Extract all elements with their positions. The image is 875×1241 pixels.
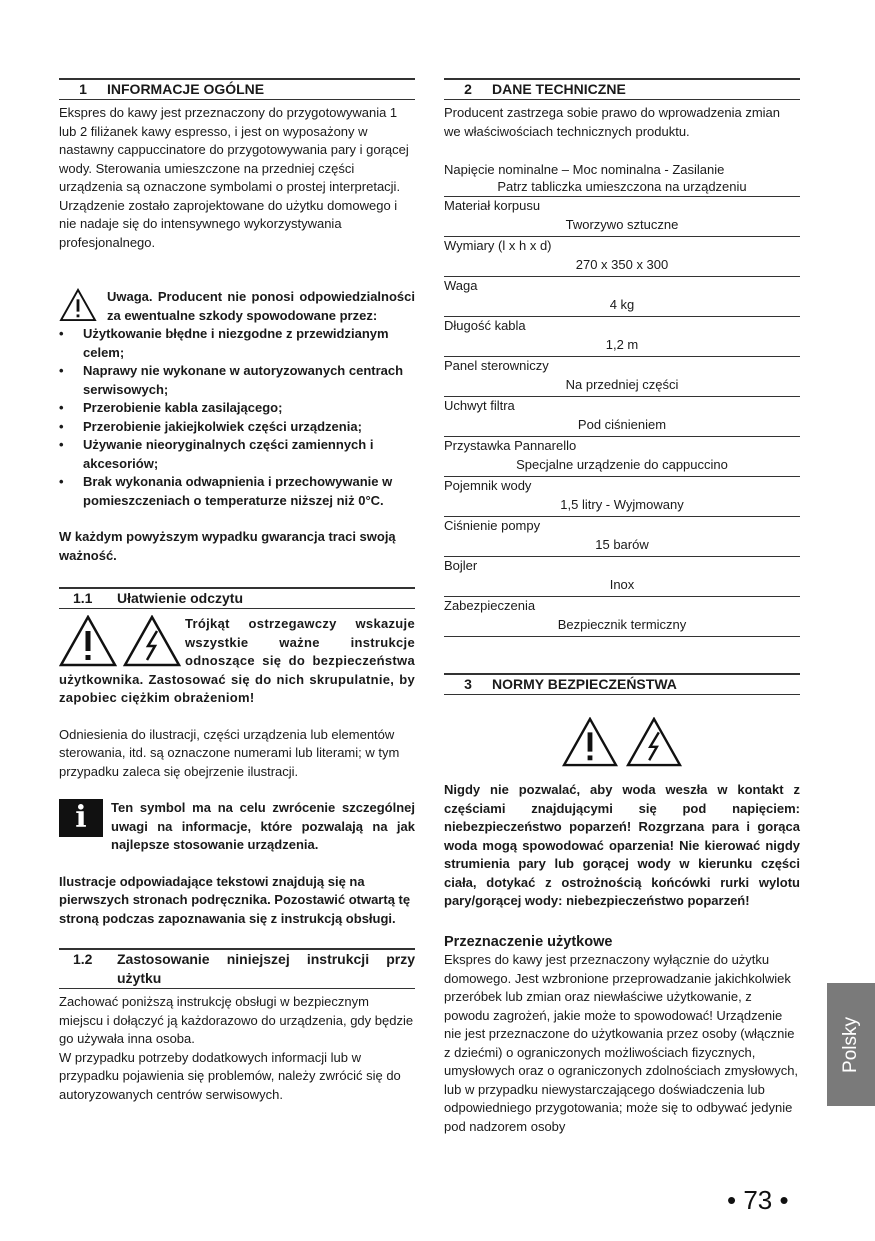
section-number: 1 [79,81,87,97]
info-icon: i [59,799,103,837]
language-tab [827,983,875,1106]
spec-row [444,277,800,317]
safety-icons [444,717,800,767]
spec-value: 4 kg [609,297,635,312]
spec-value: Pod ciśnieniem [577,417,667,432]
spec-value: 1,2 m [605,337,639,352]
guarantee-note: W każdym powyższym wypadku gwarancja traci swoją ważność. [59,529,396,563]
spec-label: Bojler [444,558,478,573]
spec-label: Ciśnienie pompy [444,518,541,533]
list-item: • Przerobienie jakiejkolwiek części urządzenia; [59,418,415,437]
spec-value: Specjalne urządzenie do cappuccino [516,457,728,472]
spec-row [444,357,800,397]
list-item: • Używanie nieoryginalnych części zamiennych i akcesoriów; [59,436,415,473]
section-title: NORMY BEZPIECZEŃSTWA [492,676,677,692]
section-2-heading [444,78,800,100]
left-column [59,78,415,1104]
section-title: Zastosowanie niniejszej instrukcji przy użytku [117,951,415,986]
warning-list [59,325,415,510]
spec-table [444,161,800,637]
triangle-block [59,615,415,708]
section-1-2-heading [59,948,415,989]
spec-label: Wymiary (l x h x d) [444,238,552,253]
spec-label: Przystawka Pannarello [444,438,577,453]
list-item: • Naprawy nie wykonane w autoryzowanych centrach serwisowych; [59,362,415,399]
spec-label: Napięcie nominalne – Moc nominalna - Zasilanie [444,162,725,177]
page-number: • 73 • [727,1185,789,1215]
spec-label: Pojemnik wody [444,478,532,493]
spec-value: 1,5 litry - Wyjmowany [560,497,684,512]
spec-label: Zabezpieczenia [444,598,536,613]
paragraph: Urządzenie zostało zaprojektowane do użytku domowego i nie nadaje się do intensywnego wykorzystywania profesjonalnego. [59,197,398,250]
paragraph: Zachować poniższą instrukcję obsługi w bezpiecznym miejscu i dołączyć ją każdorazowo do urządzenia, gdy będzie go używała inna osoba. [59,994,414,1046]
list-item: • Przerobienie kabla zasilającego; [59,399,415,418]
spec-value: Tworzywo sztuczne [565,217,679,232]
illustration-note: Ilustracje odpowiadające tekstowi znajdują się na pierwszych stronach podręcznika. Pozostawić otwartą tę stroną podczas zapoznawania się z instrukcją obsługi. [59,873,411,926]
list-item: • Brak wykonania odwapnienia i przechowywanie w pomieszczeniach o temperaturze niższej niż 0°C. [59,473,415,510]
spec-row [444,317,800,357]
section-number: 2 [464,81,472,97]
electric-hazard-icon [625,717,683,767]
spec-label: Materiał korpusu [444,198,541,213]
warning-triangle-icon [59,615,117,667]
spec-row [444,557,800,597]
spec-row [444,477,800,517]
electric-hazard-icon [123,615,181,667]
spec-value: 270 x 350 x 300 [575,257,669,272]
section-title: Ułatwienie odczytu [117,590,244,606]
spec-row [444,597,800,637]
section-1-1-heading [59,587,415,609]
spec-label: Uchwyt filtra [444,398,515,413]
section-title: INFORMACJE OGÓLNE [107,81,265,97]
spec-row [444,161,800,197]
spec-row [444,197,800,237]
paragraph: W przypadku potrzeby dodatkowych informacji lub w przypadku pojawienia się problemów, należy zwrócić się do autoryzowanych centrów serwisowych. [59,1049,401,1102]
spec-row [444,437,800,477]
spec-label: Waga [444,278,478,293]
section-number: 1.1 [73,590,93,606]
spec-value: Na przedniej części [565,377,679,392]
paragraph: Ekspres do kawy jest przeznaczony do przygotowywania 1 lub 2 filiżanek kawy espresso, i jest on wyposażony w nastawny cappuccinatore do przygotowywania pary i gorącej wody. Sterowania umieszczone na przedniej części urządzenia są oznaczone symbolami o prostej interpretacji. [59,105,409,194]
warning-icons [59,615,181,667]
section-3-heading [444,673,800,695]
language-label: Polsky [840,1016,861,1073]
usage-text: Ekspres do kawy jest przeznaczony wyłącznie do użytku domowego. Jest wzbronione przeprowadzanie jakichkolwiek przeróbek lub zmian oraz niewłaściwe użytkowanie, z powodu zagrożeń, jakie może to spowodować! Urządzenie nie jest przeznaczone do użytkowania przez osoby (włącznie z dziećmi) o ograniczonych możliwościach fizycznych, umysłowych oraz o ograniczonych zdolnościach zmysłowych, lub w przypadku niewystarczającego doświadczenia lub odpowiedniego przygotowania; może się to odbywać jedynie pod nadzorem osoby [444,952,799,1134]
spec-label: Długość kabla [444,318,526,333]
right-column [444,78,800,1136]
spec-row [444,517,800,557]
warning-title: Uwaga. Producent nie ponosi odpowiedzialności za ewentualne szkody spowodowane przez: [107,289,415,323]
section-number: 1.2 [73,951,93,967]
warning-block [59,288,415,325]
section-number: 3 [464,676,472,692]
usage-title: Przeznaczenie użytkowe [444,933,613,950]
section-title: DANE TECHNICZNE [492,81,626,97]
list-item: • Użytkowanie błędne i niezgodne z przewidzianym celem; [59,325,415,362]
reference-text: Odniesienia do ilustracji, części urządzenia lub elementów sterowania, itd. są oznaczone numerami lub literami; w tym przypadku zaleca się obejrzenie ilustracji. [59,726,400,779]
safety-warning: Nigdy nie pozwalać, aby woda weszła w kontakt z częściami znajdującymi się pod napięciem: niebezpieczeństwo poparzeń! Rozgrzana para i gorąca woda mogą spowodować oparzenia! Nie kierować nigdy strumienia pary lub gorącej wody w kierunku części ciała, dotykać z ostrożnością końcówki rurki wylotu pary/gorącej wody: niebezpieczeństwo poparzeń! [444,782,800,908]
tech-intro: Producent zastrzega sobie prawo do wprowadzenia zmian we właściwościach technicznych produktu. [444,105,781,139]
warning-triangle-icon [59,288,97,322]
triangle-text: Trójkąt ostrzegawczy wskazuje wszystkie ważne instrukcje odnoszące się do bezpieczeństwa użytkownika. Zastosować się do nich skrupulatnie, by zapobiec ciężkim obrażeniom! [59,616,415,705]
spec-row [444,237,800,277]
info-block [59,799,415,855]
spec-value: Patrz tabliczka umieszczona na urządzeniu [497,179,747,194]
spec-label: Panel sterowniczy [444,358,549,373]
spec-value: Bezpiecznik termiczny [557,617,687,632]
section-1-heading [59,78,415,100]
info-text: Ten symbol ma na celu zwrócenie szczególnej uwagi na informacje, które pozwalają na jak najlepsze stosowanie urządzenia. [111,800,415,852]
warning-triangle-icon [561,717,619,767]
spec-value: 15 barów [595,537,649,552]
spec-value: Inox [609,577,635,592]
spec-row [444,397,800,437]
